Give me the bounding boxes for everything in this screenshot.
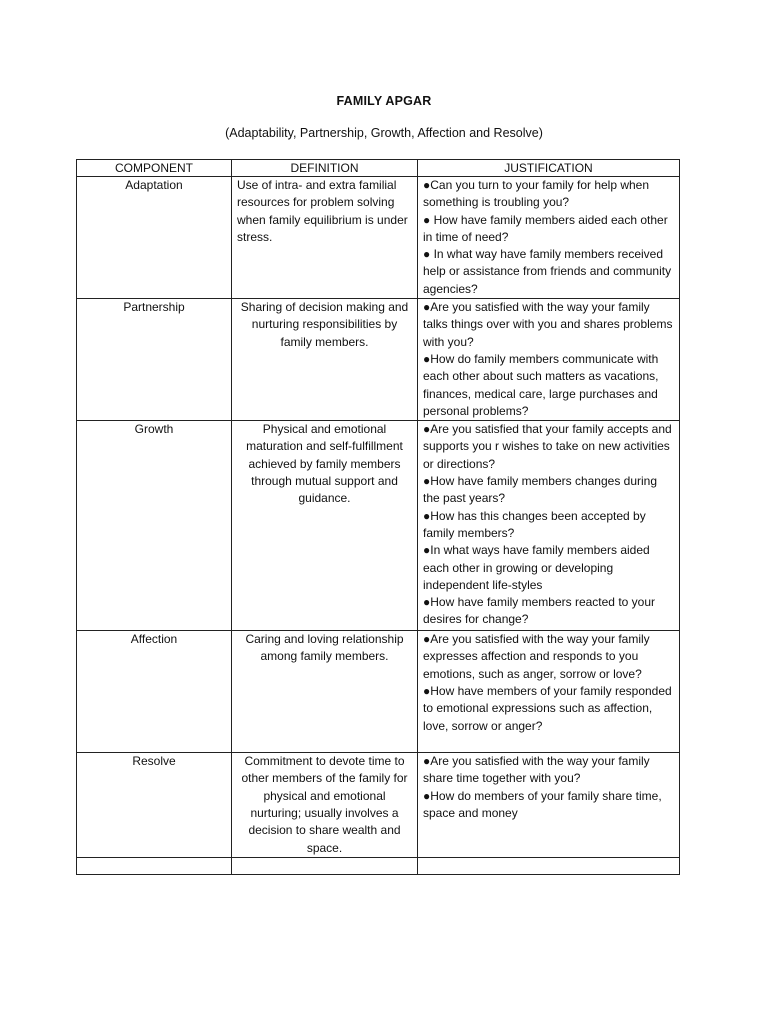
justification-item: ●How do family members communicate with each other about such matters as vacations, finances, medical care, large purchases and personal problems? [423,351,659,418]
justification-cell [418,177,680,299]
empty-table-row [77,857,680,874]
justification-cell [418,421,680,631]
justification-item: ●How have members of your family responded to emotional expressions such as affection, love, sorrow or anger? [423,684,672,733]
table-row [77,753,680,858]
table-row [77,177,680,299]
justification-item: ●Are you satisfied that your family accepts and supports you r wishes to take on new activities or directions? [423,422,672,471]
apgar-table [76,159,680,875]
definition-cell: Physical and emotional maturation and self-fulfillment achieved by family members through mutual support and guidance. [232,421,418,631]
component-cell: Adaptation [77,177,232,299]
header-component: COMPONENT [77,160,232,177]
justification-item: ●In what ways have family members aided each other in growing or developing independent life-styles [423,543,650,592]
component-cell: Affection [77,631,232,753]
justification-item: ● How have family members aided each other in time of need? [423,212,668,244]
justification-item: ●Are you satisfied with the way your family share time together with you? [423,754,650,786]
justification-item: ●Are you satisfied with the way your family talks things over with you and shares problems with you? [423,300,673,349]
header-justification: JUSTIFICATION [418,160,680,177]
table-header-row [77,160,680,177]
justification-cell [418,299,680,421]
table-row [77,299,680,421]
justification-item: ● In what way have family members received help or assistance from friends and community agencies? [423,247,672,296]
definition-cell: Sharing of decision making and nurturing responsibilities by family members. [232,299,418,421]
justification-item: ●How have family members changes during the past years? [423,474,658,506]
component-cell: Growth [77,421,232,631]
justification-item: ●How do members of your family share time, space and money [423,788,662,821]
component-cell: Resolve [77,753,232,858]
justification-item: ●How has this changes been accepted by family members? [423,508,646,540]
document-title: FAMILY APGAR [336,94,432,108]
empty-cell [418,857,680,874]
justification-item: ●Can you turn to your family for help when something is troubling you? [423,178,650,210]
definition-cell: Use of intra- and extra familial resources for problem solving when family equilibrium is under stress. [232,177,418,299]
component-cell: Partnership [77,299,232,421]
definition-cell: Caring and loving relationship among family members. [232,631,418,753]
header-definition: DEFINITION [232,160,418,177]
document-subtitle: (Adaptability, Partnership, Growth, Affection and Resolve) [225,126,543,140]
empty-cell [77,857,232,874]
justification-item: ●How have family members reacted to your desires for change? [423,595,656,627]
table-row [77,631,680,753]
justification-cell [418,631,680,753]
definition-cell: Commitment to devote time to other members of the family for physical and emotional nurturing; usually involves a decision to share wealth and space. [232,753,418,858]
empty-cell [232,857,418,874]
table-row [77,421,680,631]
justification-cell [418,753,680,858]
justification-item: ●Are you satisfied with the way your family expresses affection and responds to you emotions, such as anger, sorrow or love? [423,632,650,681]
